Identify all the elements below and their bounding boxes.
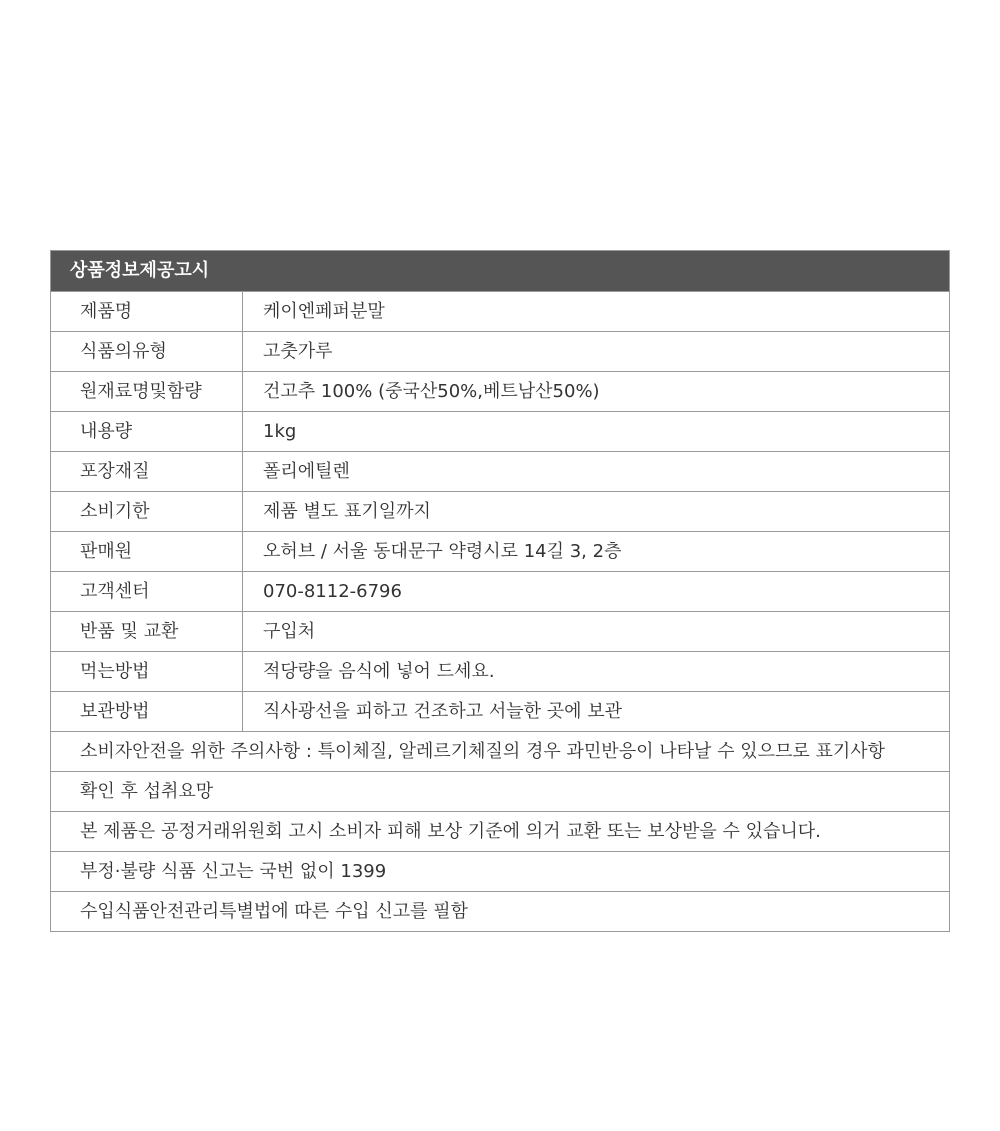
row-label: 보관방법 [51, 692, 243, 731]
row-value: 적당량을 음식에 넣어 드세요. [263, 661, 495, 682]
table-row-expiry [51, 491, 949, 531]
row-label: 소비기한 [51, 492, 243, 531]
note-row-report-hotline: 부정·불량 식품 신고는 국번 없이 1399 [51, 851, 949, 891]
row-value: 케이엔페퍼분말 [263, 301, 385, 322]
row-value: 직사광선을 피하고 건조하고 서늘한 곳에 보관 [263, 701, 622, 722]
row-label: 판매원 [51, 532, 243, 571]
table-row-food-type [51, 331, 949, 371]
note-row-import-declaration: 수입식품안전관리특별법에 따른 수입 신고를 필함 [51, 891, 949, 931]
table-row-product-name [51, 291, 949, 331]
note-row-safety-caution: 소비자안전을 위한 주의사항 : 특이체질, 알레르기체질의 경우 과민반응이 나타날 수 있으므로 표기사항 [51, 731, 949, 771]
row-label: 내용량 [51, 412, 243, 451]
row-value: 제품 별도 표기일까지 [263, 501, 431, 522]
row-label: 원재료명및함량 [51, 372, 243, 411]
row-label: 고객센터 [51, 572, 243, 611]
table-row-seller [51, 531, 949, 571]
row-label: 반품 및 교환 [51, 612, 243, 651]
note-row-compensation: 본 제품은 공정거래위원회 고시 소비자 피해 보상 기준에 의거 교환 또는 보상받을 수 있습니다. [51, 811, 949, 851]
row-label: 식품의유형 [51, 332, 243, 371]
table-row-net-content [51, 411, 949, 451]
product-info-notice-table [50, 250, 950, 932]
row-value: 건고추 100% (중국산50%,베트남산50%) [263, 381, 600, 402]
row-value: 고춧가루 [263, 341, 333, 362]
table-row-returns [51, 611, 949, 651]
row-label: 제품명 [51, 292, 243, 331]
table-row-how-to-eat [51, 651, 949, 691]
table-row-ingredients [51, 371, 949, 411]
row-value: 1kg [263, 421, 297, 442]
table-header: 상품정보제공고시 [51, 251, 949, 291]
row-value: 오허브 / 서울 동대문구 약령시로 14길 3, 2층 [263, 541, 622, 562]
note-row-safety-caution-continued: 확인 후 섭취요망 [51, 771, 949, 811]
row-label: 먹는방법 [51, 652, 243, 691]
row-label: 포장재질 [51, 452, 243, 491]
row-value: 구입처 [263, 621, 316, 642]
table-row-customer-center [51, 571, 949, 611]
table-row-packaging [51, 451, 949, 491]
row-value: 폴리에틸렌 [263, 461, 350, 482]
row-value: 070-8112-6796 [263, 581, 402, 602]
table-row-storage [51, 691, 949, 731]
